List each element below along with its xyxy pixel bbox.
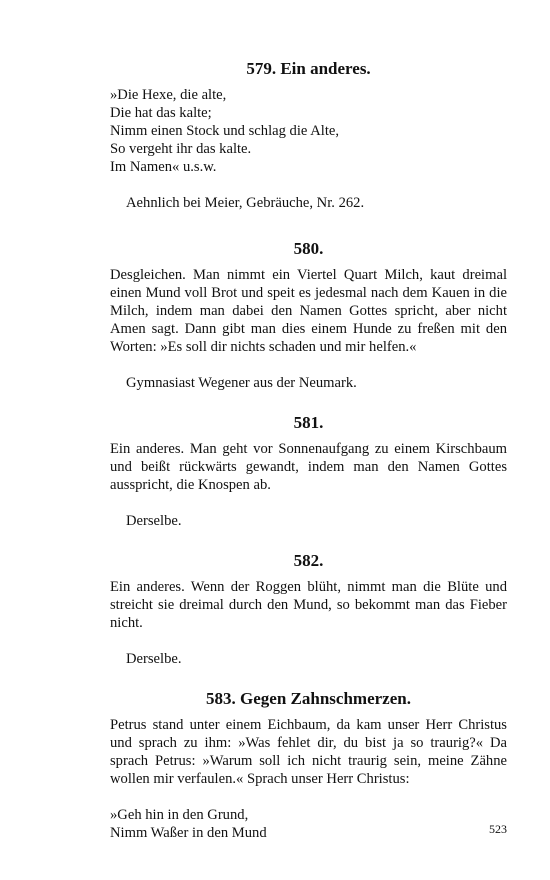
text-583: Petrus stand unter einem Eichbaum, da kam unser Herr Christus und sprach zu ihm: »Was fehlet dir, du bist ja so traurig?« Da sprach Petrus: »Warum soll ich nicht traurig sein, meine Zähne wollen mir verfaulen.« Sprach unser Herr Christus: xyxy=(110,717,507,787)
source-581: Derselbe. xyxy=(126,513,182,529)
source-579: Aehnlich bei Meier, Gebräuche, Nr. 262. xyxy=(126,195,365,211)
text-582: Ein anderes. Wenn der Roggen blüht, nimmt man die Blüte und streicht sie dreimal durch den Mund, so bekommt man das Fieber nicht. xyxy=(110,579,507,631)
section-heading-580: 580. xyxy=(293,239,324,258)
verse-line: Nimm einen Stock und schlag die Alte, xyxy=(110,123,340,139)
verse-583 xyxy=(110,806,507,842)
page-number: 523 xyxy=(489,822,507,836)
text-580: Desgleichen. Man nimmt ein Viertel Quart Milch, kaut dreimal einen Mund voll Brot und speit es jedesmal nach dem Kauen in die Milch, indem man dabei den Namen Gottes spricht, aber nicht Amen sagt. Dann gibt man dies einem Hunde zu freßen mit den Worten: »Es soll dir nichts schaden und mir helfen.« xyxy=(110,267,507,355)
verse-line: So vergeht ihr das kalte. xyxy=(110,141,252,157)
section-heading-579: 579. Ein anderes. xyxy=(246,59,371,78)
verse-line: Die hat das kalte; xyxy=(110,105,212,121)
book-page xyxy=(110,56,507,842)
source-580: Gymnasiast Wegener aus der Neumark. xyxy=(126,375,357,391)
verse-line: Im Namen« u.s.w. xyxy=(110,159,217,175)
verse-line: »Geh hin in den Grund, xyxy=(110,807,249,823)
source-582: Derselbe. xyxy=(126,651,182,667)
verse-line: »Die Hexe, die alte, xyxy=(110,87,227,103)
section-heading-581: 581. xyxy=(293,413,324,432)
verse-line: Nimm Waßer in den Mund xyxy=(110,825,267,841)
section-heading-583: 583. Gegen Zahnschmerzen. xyxy=(206,689,411,708)
text-581: Ein anderes. Man geht vor Sonnenaufgang zu einem Kirschbaum und beißt rückwärts gewandt, indem man den Namen Gottes ausspricht, die Knospen ab. xyxy=(110,441,507,493)
section-heading-582: 582. xyxy=(293,551,324,570)
verse-579 xyxy=(110,86,507,176)
